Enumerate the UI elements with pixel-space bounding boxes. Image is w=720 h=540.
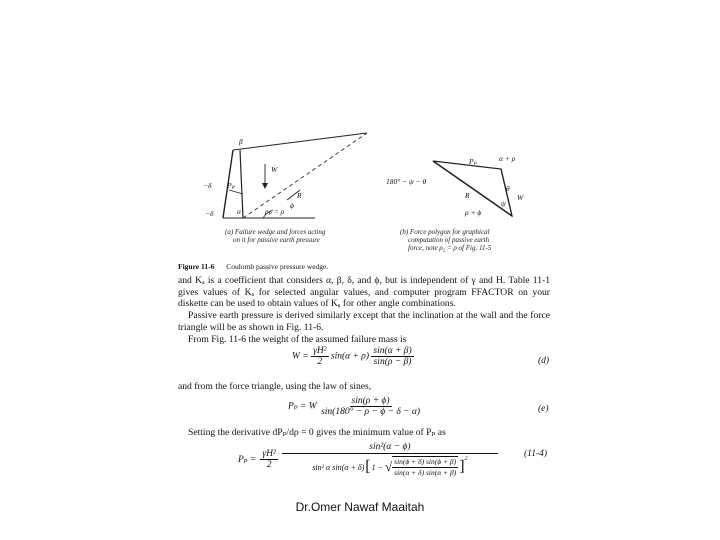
label-polygon-Pp: Pₚ bbox=[469, 157, 477, 166]
paragraph-3: From Fig. 11-6 the weight of the assumed failure mass is bbox=[188, 334, 407, 345]
label-Pp: Pₚ bbox=[227, 181, 235, 190]
paragraph-5: Setting the derivative dPₚ/dρ = 0 gives the minimum value of Pₚ as bbox=[188, 427, 446, 438]
equation-11-4-tag: (11-4) bbox=[524, 449, 548, 459]
label-polygon-W: W bbox=[517, 193, 524, 202]
figure-label: Figure 11-6 bbox=[178, 262, 215, 271]
label-top-angle: 180° − ψ − θ bbox=[386, 177, 427, 186]
paragraph-1: and Kₐ is a coefficient that considers α, β, δ, and ϕ, but is independent of γ and H. Table 11-1 gives values of Kₐ for selected angular values, and computer program FFACTOR on your diskette can be used to obtain values of Kₐ for other angle combinations. bbox=[178, 275, 550, 310]
paragraph-4: and from the force triangle, using the law of sines, bbox=[178, 381, 372, 392]
label-alpha-rho: α + ρ bbox=[499, 154, 516, 163]
label-minus-delta-top: −δ bbox=[203, 181, 212, 190]
caption-b: (b) Force polygon for graphical computation of passive earth force, note ρ₂ = ρ of Fig. 11-5 bbox=[400, 228, 492, 252]
equation-d-tag: (d) bbox=[538, 356, 550, 366]
label-phi: ϕ bbox=[290, 201, 294, 210]
equation-d: W = $\frac{\text{γH²}}{2}$ sin(α + ρ) $\frac{\sin(\alpha + \beta)}{\sin(\rho - \beta)}$ bbox=[292, 346, 412, 367]
label-minus-delta-bot: −δ bbox=[205, 209, 214, 218]
figure-title: Coulomb passive pressure wedge. bbox=[226, 262, 329, 271]
label-alpha: α bbox=[237, 207, 241, 216]
label-rho-p: ρₚ = ρ bbox=[265, 207, 285, 216]
label-psi: ψ bbox=[501, 199, 506, 208]
author-footer: Dr.Omer Nawaf Maaitah bbox=[295, 500, 425, 514]
equation-e-tag: (e) bbox=[538, 404, 549, 414]
label-W: W bbox=[271, 165, 278, 174]
equation-11-4: Pₚ = $\frac{\text{γH²}}{2}$ sin²(α − ϕ) sin² α sin(α + δ) [ 1 − √ $\frac{\sin(\phi + \delta) \sin(\phi + \beta)}{\sin(\alpha + \delta) \sin(\alpha + \beta)}$ ] $^2$ bbox=[238, 441, 498, 478]
caption-a: (a) Failure wedge and forces acting on it for passive earth pressure bbox=[225, 228, 326, 244]
backfill-surface-line bbox=[233, 133, 367, 150]
pp-arrow bbox=[229, 190, 243, 194]
failure-plane-line bbox=[243, 133, 367, 218]
label-R: R bbox=[297, 191, 302, 200]
label-polygon-R: R bbox=[465, 191, 470, 200]
figure-caption bbox=[178, 262, 328, 271]
label-rho-phi: ρ + ϕ bbox=[465, 208, 482, 217]
equation-e: Pₚ = W $\frac{\sin(\rho + \phi)}{\sin(180^\circ - \rho - \phi - \delta - \alpha)}$ bbox=[288, 396, 421, 417]
force-polygon-diagram bbox=[386, 154, 524, 217]
label-beta: β bbox=[239, 137, 243, 146]
label-theta: θ bbox=[506, 184, 510, 193]
weight-arrowhead bbox=[262, 183, 268, 189]
failure-wedge-diagram bbox=[203, 133, 367, 218]
paragraph-2: Passive earth pressure is derived similarly except that the inclination at the wall and the force triangle will be as shown in Fig. 11-6. bbox=[178, 310, 550, 333]
